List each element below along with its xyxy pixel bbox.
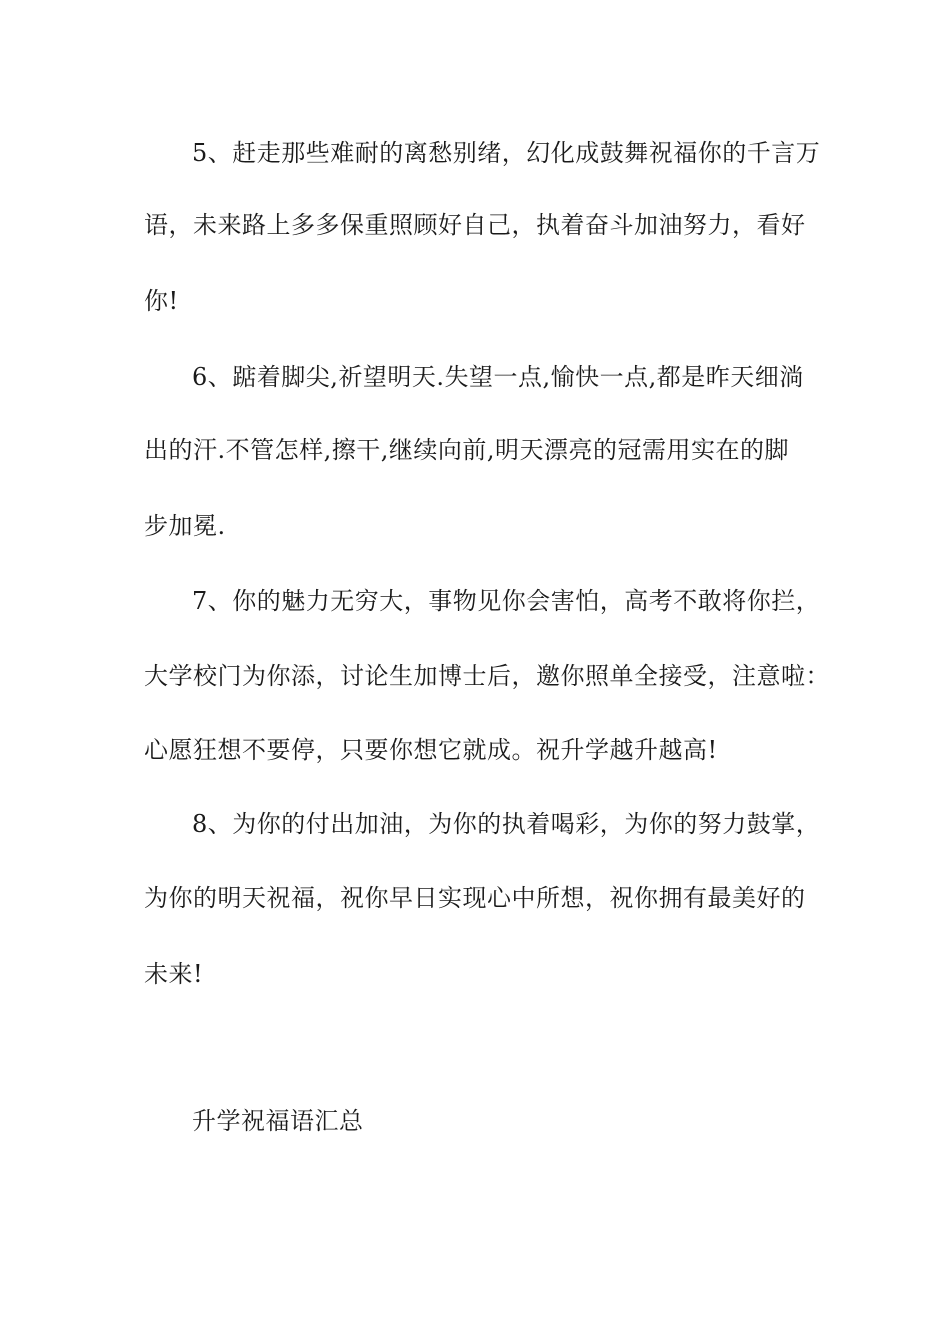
paragraph-line: 5、赶走那些难耐的离愁别绪，幻化成鼓舞祝福你的千言万 <box>192 139 821 167</box>
paragraph-line: 8、为你的付出加油，为你的执着喝彩，为你的努力鼓掌， <box>192 810 821 838</box>
paragraph-line: 你! <box>144 287 179 315</box>
paragraph-line: 为你的明天祝福，祝你早日实现心中所想，祝你拥有最美好的 <box>144 884 806 912</box>
paragraph-line: 出的汗.不管怎样,擦干,继续向前,明天漂亮的冠需用实在的脚 <box>144 436 790 464</box>
paragraph-line: 步加冕. <box>144 512 226 540</box>
paragraph-line: 心愿狂想不要停，只要你想它就成。祝升学越升越高! <box>144 736 718 764</box>
paragraph-line: 大学校门为你添，讨论生加博士后，邀你照单全接受，注意啦： <box>144 662 830 690</box>
paragraph-line: 语，未来路上多多保重照顾好自己，执着奋斗加油努力，看好 <box>144 211 806 239</box>
paragraph-line: 未来! <box>144 960 204 988</box>
paragraph-line: 7、你的魅力无穷大，事物见你会害怕，高考不敢将你拦， <box>192 587 821 615</box>
paragraph-line: 6、踮着脚尖,祈望明天.失望一点,愉快一点,都是昨天细淌 <box>192 363 804 391</box>
section-heading: 升学祝福语汇总 <box>192 1107 364 1135</box>
